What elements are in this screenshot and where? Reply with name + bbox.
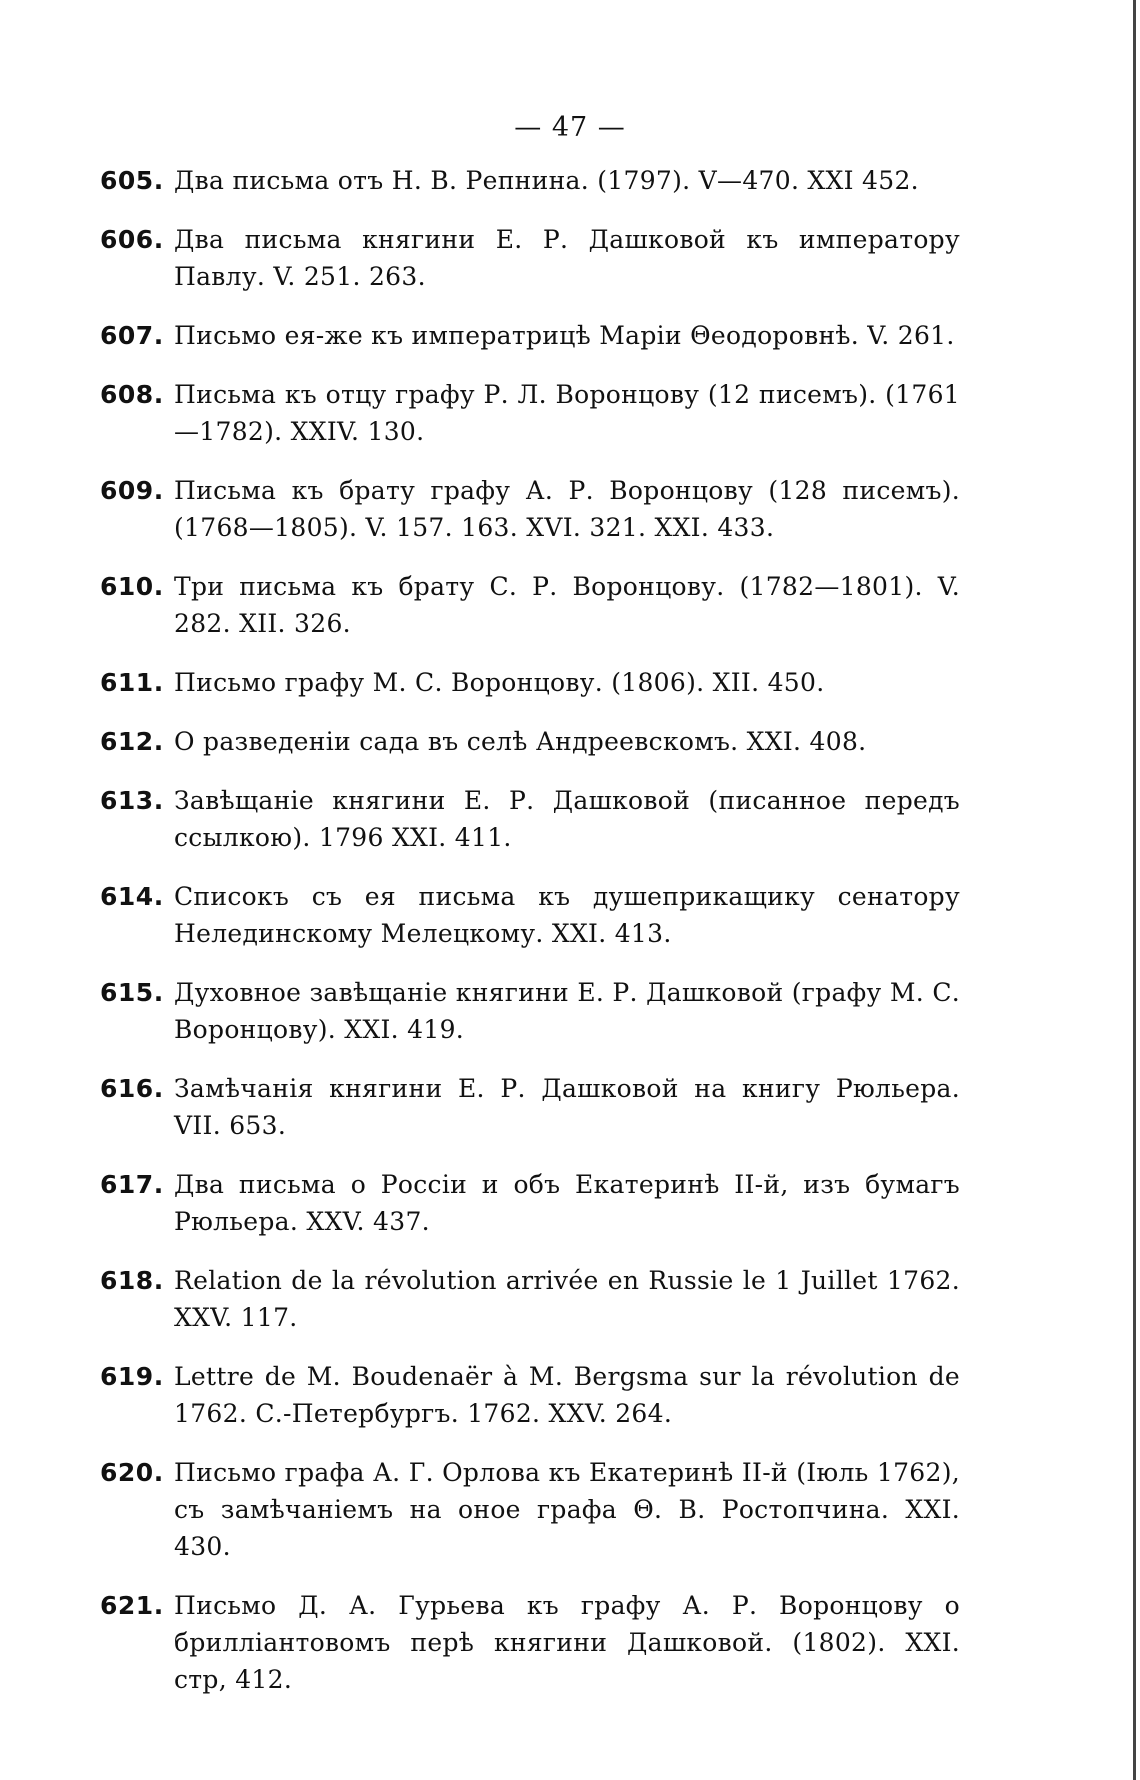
entry-number: 617 . xyxy=(100,1166,174,1203)
entry-text: Письмо графа А. Г. Орлова къ Екатеринѣ II-й (Іюль 1762), съ замѣчаніемъ на оное графа Θ. В. Ростопчина. XXI. 430. xyxy=(174,1458,960,1561)
list-item xyxy=(100,568,960,642)
entry-number: 619 . xyxy=(100,1358,174,1395)
list-item xyxy=(100,162,960,199)
list-item xyxy=(100,664,960,701)
entry-number: 615 . xyxy=(100,974,174,1011)
entry-text: Три письма къ брату С. Р. Воронцову. (1782—1801). V. 282. XII. 326. xyxy=(174,572,960,638)
list-item xyxy=(100,1070,960,1144)
entry-text: Два письма княгини Е. Р. Дашковой къ императору Павлу. V. 251. 263. xyxy=(174,225,960,291)
list-item xyxy=(100,472,960,546)
list-item xyxy=(100,1358,960,1432)
entry-number: 621 . xyxy=(100,1587,174,1624)
list-item xyxy=(100,376,960,450)
list-item xyxy=(100,317,960,354)
entry-text: Письма къ отцу графу Р. Л. Воронцову (12 писемъ). (1761—1782). XXIV. 130. xyxy=(174,380,960,446)
entry-number: 613 . xyxy=(100,782,174,819)
entry-number: 610 . xyxy=(100,568,174,605)
entry-number: 608 . xyxy=(100,376,174,413)
entry-text: Письма къ брату графу А. Р. Воронцову (128 писемъ). (1768—1805). V. 157. 163. XVI. 321. XXI. 433. xyxy=(174,476,960,542)
entry-text: Два письма о Россіи и объ Екатеринѣ II-й, изъ бумагъ Рюльера. XXV. 437. xyxy=(174,1170,960,1236)
list-item xyxy=(100,878,960,952)
entry-text: Замѣчанія княгини Е. Р. Дашковой на книгу Рюльера. VII. 653. xyxy=(174,1074,960,1140)
entry-text: Relation de la révolution arrivée en Russie le 1 Juillet 1762. XXV. 117. xyxy=(174,1266,960,1332)
entry-text: Письмо Д. А. Гурьева къ графу А. Р. Воронцову о брилліантовомъ перѣ княгини Дашковой. (1802). XXI. стр, 412. xyxy=(174,1591,960,1694)
entry-number: 609 . xyxy=(100,472,174,509)
entry-text: О разведеніи сада въ селѣ Андреевскомъ. XXI. 408. xyxy=(174,727,867,756)
entry-text: Завѣщаніе княгини Е. Р. Дашковой (писанное передъ ссылкою). 1796 XXI. 411. xyxy=(174,786,960,852)
list-item xyxy=(100,1262,960,1336)
entry-number: 612 . xyxy=(100,723,174,760)
entry-text: Письмо ея-же къ императрицѣ Маріи Θеодоровнѣ. V. 261. xyxy=(174,321,955,350)
list-item xyxy=(100,723,960,760)
entry-list xyxy=(100,162,960,1720)
entry-number: 607 . xyxy=(100,317,174,354)
entry-text: Lettre de M. Boudenaër à M. Bergsma sur la révolution de 1762. С.-Петербургъ. 1762. XXV. 264. xyxy=(174,1362,960,1428)
entry-text: Списокъ съ ея письма къ душеприкащику сенатору Нелединскому Мелецкому. XXI. 413. xyxy=(174,882,960,948)
entry-number: 620 . xyxy=(100,1454,174,1491)
entry-number: 611 . xyxy=(100,664,174,701)
page-edge-rule xyxy=(1133,0,1136,1780)
entry-number: 618 . xyxy=(100,1262,174,1299)
entry-text: Письмо графу М. С. Воронцову. (1806). XII. 450. xyxy=(174,668,825,697)
list-item xyxy=(100,782,960,856)
entry-number: 616 . xyxy=(100,1070,174,1107)
list-item xyxy=(100,1587,960,1698)
entry-number: 614 . xyxy=(100,878,174,915)
entry-number: 605 . xyxy=(100,162,174,199)
list-item xyxy=(100,1454,960,1565)
list-item xyxy=(100,1166,960,1240)
entry-text: Два письма отъ Н. В. Репнина. (1797). V—470. XXI 452. xyxy=(174,166,919,195)
entry-number: 606 . xyxy=(100,221,174,258)
list-item xyxy=(100,221,960,295)
page-number: — 47 — xyxy=(514,112,626,143)
list-item xyxy=(100,974,960,1048)
entry-text: Духовное завѣщаніе княгини Е. Р. Дашковой (графу М. С. Воронцову). XXI. 419. xyxy=(174,978,960,1044)
